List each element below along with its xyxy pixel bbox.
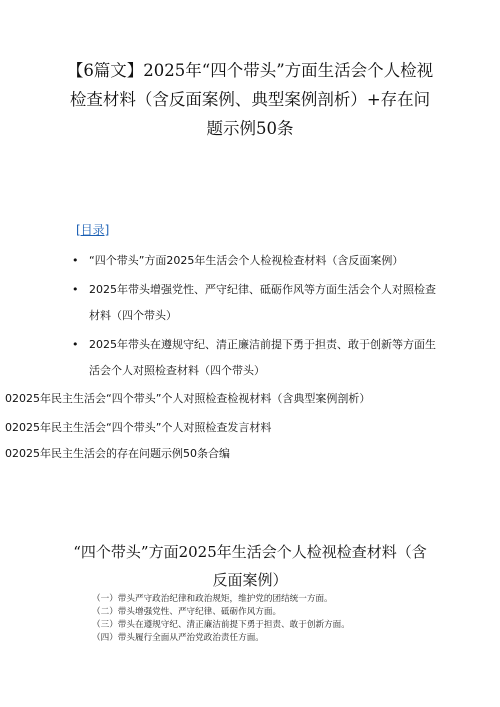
toc-entry-text: 02025年民主生活会的存在问题示例50条合编 — [5, 447, 230, 460]
bullet-icon: • — [72, 338, 79, 351]
toc-entry[interactable] — [70, 248, 440, 274]
bullet-icon: • — [72, 254, 79, 267]
bullet-icon: • — [72, 283, 79, 296]
section-item: （二）带头增强党性、严守纪律、砥砺作风方面。 — [92, 607, 282, 617]
toc-entry[interactable] — [70, 277, 440, 329]
document-title: 【6篇文】2025年“四个带头”方面生活会个人检视检查材料（含反面案例、典型案例剖析）+存在问题示例50条 — [66, 61, 434, 138]
table-of-contents — [5, 248, 440, 467]
section-item-list — [92, 593, 350, 645]
section-title: “四个带头”方面2025年生活会个人检视检查材料（含反面案例） — [73, 543, 427, 589]
section-item: （四）带头履行全面从严治党政治责任方面。 — [92, 633, 264, 643]
toc-entry-text: 02025年民主生活会“四个带头”个人对照检查发言材料 — [5, 421, 272, 434]
toc-entry[interactable] — [2, 415, 440, 441]
toc-link[interactable]: [目录] — [76, 223, 110, 237]
section-item: （三）带头在遵规守纪、清正廉洁前提下勇于担责、敢于创新方面。 — [92, 620, 350, 630]
toc-entry-text: 02025年民主生活会“四个带头”个人对照检查检视材料（含典型案例剖析） — [5, 392, 371, 405]
toc-entry-text: “四个带头”方面2025年生活会个人检视检查材料（含反面案例） — [89, 254, 404, 267]
toc-entry-text: 2025年带头增强党性、严守纪律、砥砺作风等方面生活会个人对照检查材料（四个带头） — [89, 283, 436, 322]
toc-entry-text: 2025年带头在遵规守纪、清正廉洁前提下勇于担责、敢于创新等方面生活会个人对照检查材料（四个带头） — [89, 338, 436, 377]
toc-entry[interactable] — [2, 386, 443, 412]
toc-entry[interactable] — [70, 332, 440, 384]
section-item: （一）带头严守政治纪律和政治规矩，维护党的团结统一方面。 — [92, 594, 333, 604]
toc-entry[interactable] — [2, 441, 440, 467]
